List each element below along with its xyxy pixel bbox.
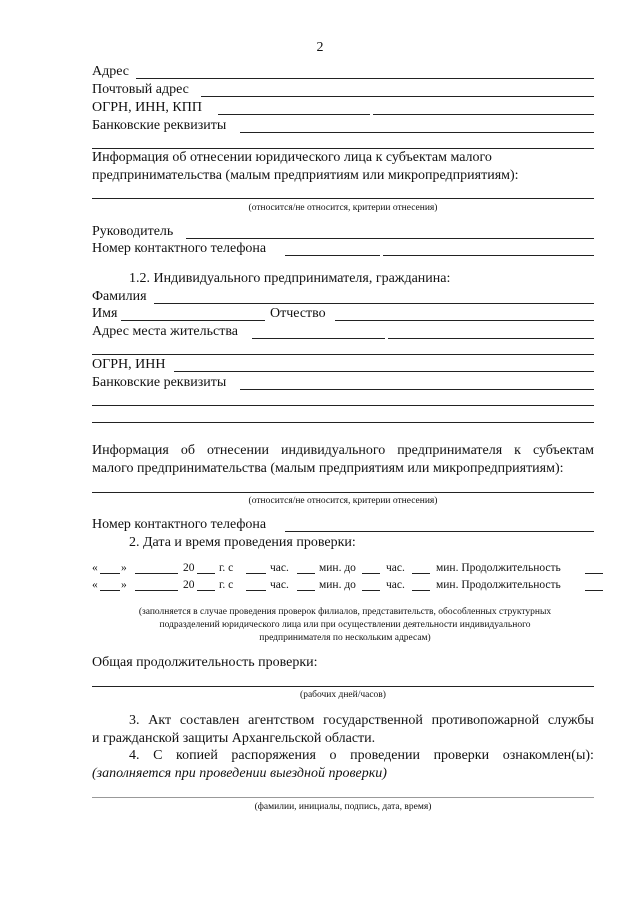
section4-line1: [129, 748, 594, 764]
surname-label: Фамилия: [92, 289, 147, 304]
word: Информация: [92, 443, 169, 458]
individual-phone-field[interactable]: [285, 531, 594, 532]
to-hour-field[interactable]: [362, 573, 380, 574]
to-hour-field[interactable]: [362, 590, 380, 591]
inn-kpp-field[interactable]: [373, 114, 594, 115]
residence-address-field-a[interactable]: [252, 338, 385, 339]
head-label: Руководитель: [92, 224, 174, 239]
individual-phone-label: Номер контактного телефона: [92, 517, 267, 532]
legal-sme-field[interactable]: [92, 198, 594, 199]
bank-details-field[interactable]: [240, 132, 594, 133]
bank-details-field-cont[interactable]: [92, 148, 594, 149]
quote-close: »: [121, 579, 127, 591]
address-label: Адрес: [92, 64, 130, 79]
datetime-row: [0, 562, 640, 576]
ogrn-field[interactable]: [218, 114, 370, 115]
section3-line2: и гражданской защиты Архангельской области.: [92, 731, 376, 746]
hour-label: час.: [386, 579, 405, 591]
word: проверки: [433, 748, 490, 763]
word: агентством: [248, 713, 315, 728]
hour-label: час.: [270, 562, 289, 574]
surname-field[interactable]: [154, 303, 594, 304]
total-duration-field[interactable]: [92, 686, 594, 687]
from-minute-field[interactable]: [297, 573, 315, 574]
month-field[interactable]: [135, 573, 178, 574]
individual-bank-label: Банковские реквизиты: [92, 375, 227, 390]
min-to-label: мин. до: [319, 562, 356, 574]
word: государственной: [323, 713, 423, 728]
name-label: Имя: [92, 306, 118, 321]
day-field[interactable]: [100, 590, 120, 591]
year-prefix: 20: [183, 562, 195, 574]
word: ознакомлен(ы):: [502, 748, 594, 763]
legal-phone-field-b[interactable]: [383, 255, 594, 256]
year-field[interactable]: [197, 590, 215, 591]
legal-sme-info-line1: Информация об отнесении юридического лица к субъектам малого: [92, 150, 492, 165]
postal-address-label: Почтовый адрес: [92, 82, 189, 97]
hour-label: час.: [270, 579, 289, 591]
individual-sme-note: (относится/не относится, критерии отнесения): [248, 496, 438, 506]
branches-note-line1: (заполняется в случае проведения проверок филиалов, представительств, обособленных структурных: [138, 607, 552, 617]
word: предпринимателя: [397, 443, 503, 458]
duration-field[interactable]: [585, 573, 603, 574]
hour-label: час.: [386, 562, 405, 574]
head-field[interactable]: [186, 238, 594, 239]
min-duration-label: мин. Продолжительность: [436, 579, 561, 591]
quote-open: «: [92, 562, 98, 574]
residence-address-field-cont[interactable]: [92, 354, 594, 355]
from-hour-field[interactable]: [246, 573, 266, 574]
postal-address-field[interactable]: [201, 96, 594, 97]
legal-sme-note: (относится/не относится, критерии отнесения): [248, 203, 438, 213]
word: проведении: [350, 748, 420, 763]
from-hour-field[interactable]: [246, 590, 266, 591]
total-duration-label: Общая продолжительность проверки:: [92, 655, 318, 670]
quote-open: «: [92, 579, 98, 591]
to-minute-field[interactable]: [412, 590, 430, 591]
total-duration-note: (рабочих дней/часов): [300, 690, 386, 700]
word: составлен: [179, 713, 240, 728]
individual-ogrn-inn-label: ОГРН, ИНН: [92, 357, 166, 372]
branches-note-line2: подразделений юридического лица или при осуществлении деятельности индивидуального: [159, 620, 531, 630]
branches-note-line3: предпринимателя по нескольким адресам): [259, 633, 431, 643]
word: о: [329, 748, 337, 763]
individual-sme-info-line1: [92, 443, 594, 459]
section2-heading: 2. Дата и время проведения проверки:: [129, 535, 356, 550]
patronymic-label: Отчество: [270, 306, 326, 321]
individual-heading: 1.2. Индивидуального предпринимателя, гражданина:: [129, 271, 451, 286]
section4-italic-instruction: (заполняется при проведении выездной проверки): [92, 766, 387, 781]
legal-phone-label: Номер контактного телефона: [92, 241, 267, 256]
month-field[interactable]: [135, 590, 178, 591]
individual-sme-field[interactable]: [92, 492, 594, 493]
individual-sme-info-line2: малого предпринимательства (малым предприятиям или микропредприятиям):: [92, 461, 564, 476]
from-label: г. с: [219, 579, 234, 591]
word: Акт: [148, 713, 172, 728]
individual-bank-field[interactable]: [240, 389, 594, 390]
acquainted-persons-note: (фамилии, инициалы, подпись, дата, время): [254, 802, 432, 812]
quote-close: »: [121, 562, 127, 574]
from-minute-field[interactable]: [297, 590, 315, 591]
word: противопожарной: [431, 713, 540, 728]
min-to-label: мин. до: [319, 579, 356, 591]
min-duration-label: мин. Продолжительность: [436, 562, 561, 574]
word: индивидуального: [280, 443, 386, 458]
address-field[interactable]: [136, 78, 594, 79]
acquainted-persons-field[interactable]: [92, 797, 594, 798]
ogrn-inn-kpp-label: ОГРН, ИНН, КПП: [92, 100, 202, 115]
word: копией: [176, 748, 218, 763]
word: к: [514, 443, 521, 458]
legal-phone-field-a[interactable]: [285, 255, 380, 256]
page-number: 2: [316, 40, 324, 55]
individual-bank-field-cont1[interactable]: [92, 405, 594, 406]
year-prefix: 20: [183, 579, 195, 591]
word: 3.: [129, 713, 140, 728]
day-field[interactable]: [100, 573, 120, 574]
patronymic-field[interactable]: [335, 320, 594, 321]
word: С: [153, 748, 163, 763]
residence-address-field-b[interactable]: [388, 338, 594, 339]
individual-bank-field-cont2[interactable]: [92, 422, 594, 423]
legal-sme-info-line2: предпринимательства (малым предприятиям или микропредприятиям):: [92, 168, 519, 183]
bank-details-label: Банковские реквизиты: [92, 118, 227, 133]
section3-line1: [129, 713, 594, 729]
year-field[interactable]: [197, 573, 215, 574]
word: отнесении: [206, 443, 270, 458]
word: об: [180, 443, 195, 458]
datetime-row: [0, 579, 640, 593]
word: службы: [547, 713, 594, 728]
duration-field[interactable]: [585, 590, 603, 591]
to-minute-field[interactable]: [412, 573, 430, 574]
word: 4.: [129, 748, 140, 763]
from-label: г. с: [219, 562, 234, 574]
residence-address-label: Адрес места жительства: [92, 324, 238, 339]
individual-ogrn-inn-field[interactable]: [174, 371, 594, 372]
name-field[interactable]: [121, 320, 265, 321]
word: распоряжения: [231, 748, 316, 763]
word: субъектам: [532, 443, 594, 458]
